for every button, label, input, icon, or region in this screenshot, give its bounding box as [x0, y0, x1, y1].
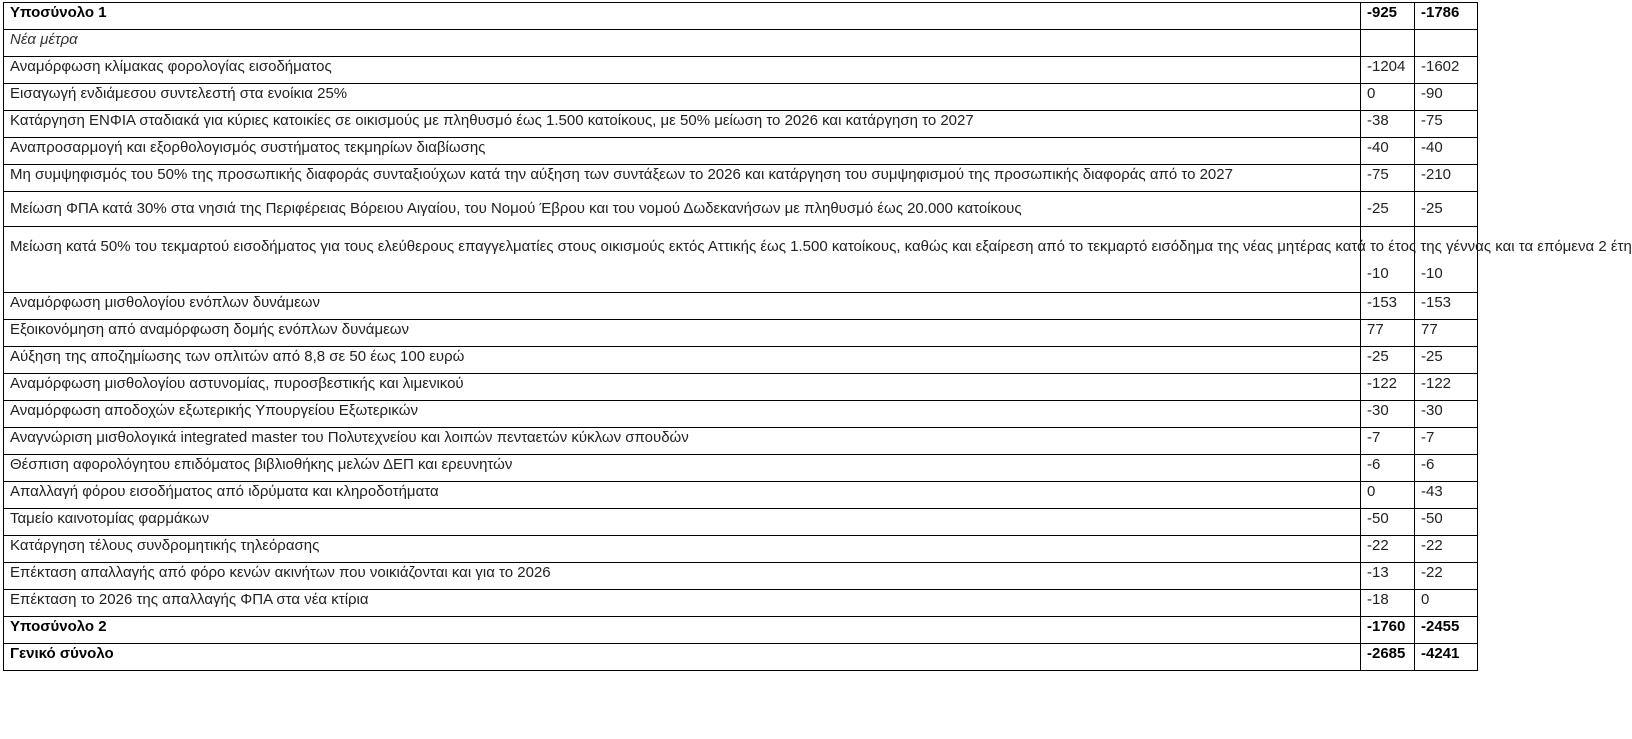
value-2026: [1361, 30, 1415, 57]
subtotal-row: [4, 617, 1478, 644]
table-row: [4, 401, 1478, 428]
row-label: Μείωση ΦΠΑ κατά 30% στα νησιά της Περιφέρειας Βόρειου Αιγαίου, του Νομού Έβρου και του νομού Δωδεκανήσων με πληθυσμό έως 20.000 κατοίκους: [4, 192, 1361, 227]
value-2027: -22: [1415, 536, 1478, 563]
value-2026: -18: [1361, 590, 1415, 617]
value-2026: -25: [1361, 192, 1415, 227]
value-2026: -25: [1361, 347, 1415, 374]
row-label: Ταμείο καινοτομίας φαρμάκων: [4, 509, 1361, 536]
value-2026: -22: [1361, 536, 1415, 563]
table-row: [4, 138, 1478, 165]
table-row: [4, 57, 1478, 84]
row-label: Απαλλαγή φόρου εισοδήματος από ιδρύματα και κληροδοτήματα: [4, 482, 1361, 509]
row-label: Υποσύνολο 1: [4, 3, 1361, 30]
table-body: [4, 3, 1632, 671]
value-2026: 0: [1361, 84, 1415, 111]
table-row: [4, 347, 1478, 374]
row-label: Επέκταση απαλλαγής από φόρο κενών ακινήτων που νοικιάζονται και για το 2026: [4, 563, 1361, 590]
value-2027: -40: [1415, 138, 1478, 165]
value-2027: 77: [1415, 320, 1478, 347]
row-label: Αναμόρφωση αποδοχών εξωτερικής Υπουργείου Εξωτερικών: [4, 401, 1361, 428]
table-row: [4, 293, 1478, 320]
table-row: [4, 320, 1478, 347]
row-label: Αναμόρφωση μισθολογίου αστυνομίας, πυροσβεστικής και λιμενικού: [4, 374, 1361, 401]
value-2026: 77: [1361, 320, 1415, 347]
value-2027: -30: [1415, 401, 1478, 428]
value-2027: -25: [1415, 347, 1478, 374]
row-label: Μείωση κατά 50% του τεκμαρτού εισοδήματος για τους ελεύθερους επαγγελματίες στους οικισμούς εκτός Αττικής έως 1.500 κατοίκους, καθώς και εξαίρεση από το τεκμαρτό εισόδημα της νέας μητέρας κατά το έτος της γέννας και τα επόμενα 2 έτη: [4, 227, 1361, 293]
table-row: [4, 192, 1478, 227]
value-2027: 0: [1415, 590, 1478, 617]
value-2027: -75: [1415, 111, 1478, 138]
value-2027: -210: [1415, 165, 1478, 192]
table-row: [4, 111, 1478, 138]
value-2026: -122: [1361, 374, 1415, 401]
table-row: [4, 482, 1478, 509]
value-2027: -122: [1415, 374, 1478, 401]
value-2026: -6: [1361, 455, 1415, 482]
row-label: Μη συμψηφισμός του 50% της προσωπικής διαφοράς συνταξιούχων κατά την αύξηση των συντάξεων το 2026 και κατάργηση του συμψηφισμού της προσωπικής διαφοράς από το 2027: [4, 165, 1361, 192]
row-label: Κατάργηση τέλους συνδρομητικής τηλεόρασης: [4, 536, 1361, 563]
value-2026: -7: [1361, 428, 1415, 455]
value-2027: -90: [1415, 84, 1478, 111]
row-label: Κατάργηση ΕΝΦΙΑ σταδιακά για κύριες κατοικίες σε οικισμούς με πληθυσμό έως 1.500 κατοίκους, με 50% μείωση το 2026 και κατάργηση το 2027: [4, 111, 1361, 138]
value-2026: -925: [1361, 3, 1415, 30]
table-row: [4, 428, 1478, 455]
row-label: Γενικό σύνολο: [4, 644, 1361, 671]
value-2027: -7: [1415, 428, 1478, 455]
value-2027: -10: [1415, 227, 1478, 293]
value-2026: -1204: [1361, 57, 1415, 84]
value-2027: -43: [1415, 482, 1478, 509]
fiscal-measures-table: [3, 2, 1632, 671]
value-2027: -22: [1415, 563, 1478, 590]
value-2026: -153: [1361, 293, 1415, 320]
row-label: Επέκταση το 2026 της απαλλαγής ΦΠΑ στα νέα κτίρια: [4, 590, 1361, 617]
value-2027: -4241: [1415, 644, 1478, 671]
row-label: Αναπροσαρμογή και εξορθολογισμός συστήματος τεκμηρίων διαβίωσης: [4, 138, 1361, 165]
table-row: [4, 84, 1478, 111]
table-row: [4, 3, 1478, 30]
value-2026: 0: [1361, 482, 1415, 509]
row-label: Αύξηση της αποζημίωσης των οπλιτών από 8,8 σε 50 έως 100 ευρώ: [4, 347, 1361, 374]
section-label: Νέα μέτρα: [4, 30, 1361, 57]
value-2026: -10: [1361, 227, 1415, 293]
row-label: Θέσπιση αφορολόγητου επιδόματος βιβλιοθήκης μελών ΔΕΠ και ερευνητών: [4, 455, 1361, 482]
row-label: Αναμόρφωση μισθολογίου ενόπλων δυνάμεων: [4, 293, 1361, 320]
value-2027: -25: [1415, 192, 1478, 227]
table-row: [4, 227, 1478, 293]
row-label: Υποσύνολο 2: [4, 617, 1361, 644]
value-2027: [1415, 30, 1478, 57]
value-2027: -1786: [1415, 3, 1478, 30]
table-row: [4, 536, 1478, 563]
value-2027: -153: [1415, 293, 1478, 320]
value-2026: -2685: [1361, 644, 1415, 671]
table-row: [4, 509, 1478, 536]
table-row: [4, 374, 1478, 401]
table-row: [4, 590, 1478, 617]
value-2027: -1602: [1415, 57, 1478, 84]
value-2027: -6: [1415, 455, 1478, 482]
row-label: Εισαγωγή ενδιάμεσου συντελεστή στα ενοίκια 25%: [4, 84, 1361, 111]
value-2027: -50: [1415, 509, 1478, 536]
value-2026: -50: [1361, 509, 1415, 536]
value-2026: -40: [1361, 138, 1415, 165]
row-label: Αναμόρφωση κλίμακας φορολογίας εισοδήματος: [4, 57, 1361, 84]
row-label: Εξοικονόμηση από αναμόρφωση δομής ενόπλων δυνάμεων: [4, 320, 1361, 347]
grand-total-row: [4, 644, 1478, 671]
value-2026: -75: [1361, 165, 1415, 192]
table-row: [4, 165, 1478, 192]
value-2027: -2455: [1415, 617, 1478, 644]
value-2026: -38: [1361, 111, 1415, 138]
value-2026: -13: [1361, 563, 1415, 590]
value-2026: -30: [1361, 401, 1415, 428]
table-row: [4, 30, 1478, 57]
value-2026: -1760: [1361, 617, 1415, 644]
table-row: [4, 563, 1478, 590]
table-row: [4, 455, 1478, 482]
row-label: Αναγνώριση μισθολογικά integrated master του Πολυτεχνείου και λοιπών πενταετών κύκλων σπουδών: [4, 428, 1361, 455]
